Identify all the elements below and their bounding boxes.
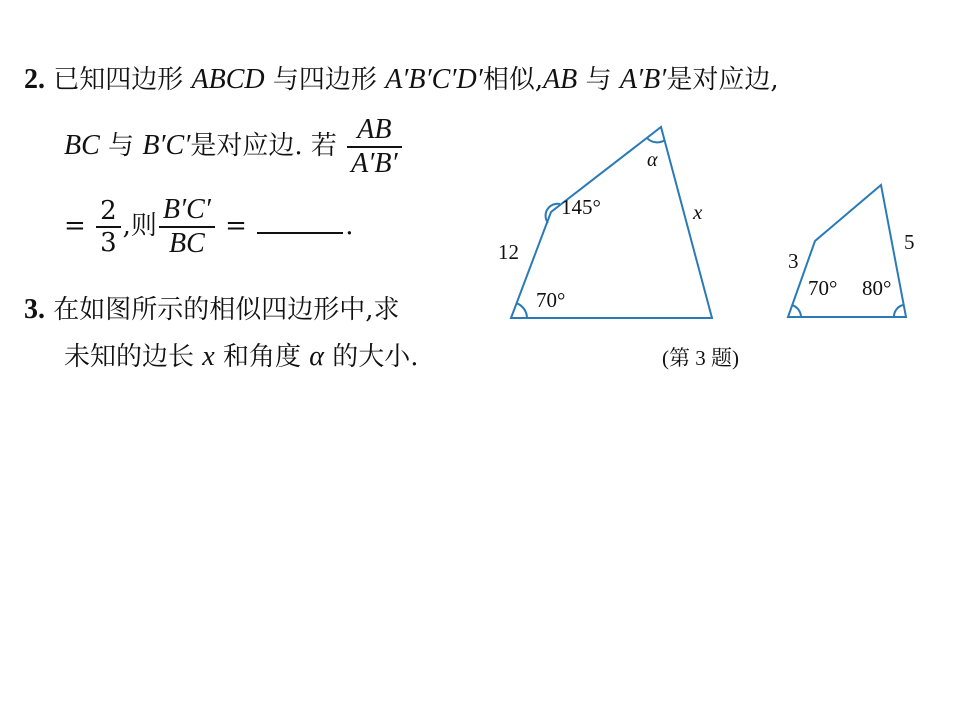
- problem2-text: 与四边形: [272, 65, 377, 95]
- big-angle-alpha-label: α: [647, 149, 658, 171]
- problem3-text: 未知的边长: [64, 342, 195, 372]
- problem3-text: 在如图所示的相似四边形中,求: [53, 295, 400, 325]
- period: .: [345, 211, 354, 241]
- big-side-12-label: 12: [498, 240, 519, 264]
- fraction-numerator: B′C′: [159, 196, 215, 228]
- problem3-text: 和角度: [222, 342, 301, 372]
- big-side-x-label: x: [693, 200, 703, 224]
- small-angle-arc-80: [894, 305, 903, 317]
- big-angle-arc-alpha: [647, 138, 665, 142]
- side-ab: AB: [543, 64, 578, 95]
- quad-abcd-prime: A′B′C′D′: [385, 64, 483, 95]
- problem2-text: 是对应边. 若: [190, 131, 337, 161]
- fraction-denominator: BC: [169, 228, 205, 259]
- variable-alpha: α: [309, 341, 324, 372]
- problem3-text: 的大小.: [332, 342, 419, 372]
- big-angle-145-label: 145°: [561, 195, 601, 219]
- problem2-text: 已知四边形: [53, 65, 184, 95]
- fraction-denominator: 3: [100, 228, 117, 258]
- big-angle-70-label: 70°: [536, 288, 566, 312]
- problem2-number: 2.: [24, 64, 45, 95]
- equals-sign: =: [64, 211, 86, 241]
- figure-caption: (第 3 题): [662, 346, 739, 370]
- fraction-numerator: 2: [96, 198, 121, 228]
- equals-sign: =: [225, 211, 247, 241]
- big-angle-arc-70: [516, 303, 527, 318]
- small-angle-arc-70: [792, 305, 801, 317]
- quad-abcd: ABCD: [191, 64, 265, 95]
- fraction-numerator: AB: [347, 116, 401, 148]
- problem2-text: 与: [585, 65, 612, 95]
- small-side-3-label: 3: [788, 249, 799, 273]
- problem2-text: 与: [108, 131, 135, 161]
- problem3-number: 3.: [24, 294, 45, 325]
- small-side-5-label: 5: [904, 230, 915, 254]
- problem2-text: ,则: [122, 211, 157, 241]
- fraction-denominator: A′B′: [351, 148, 398, 179]
- side-bc-prime: B′C′: [142, 130, 191, 161]
- side-ab-prime: A′B′: [619, 64, 667, 95]
- side-bc: BC: [64, 130, 100, 161]
- small-angle-80-label: 80°: [862, 276, 892, 300]
- problem2-text: 是对应边,: [666, 65, 779, 95]
- small-angle-70-label: 70°: [808, 276, 838, 300]
- variable-x: x: [202, 341, 215, 372]
- problem2-text: 相似,: [482, 65, 544, 95]
